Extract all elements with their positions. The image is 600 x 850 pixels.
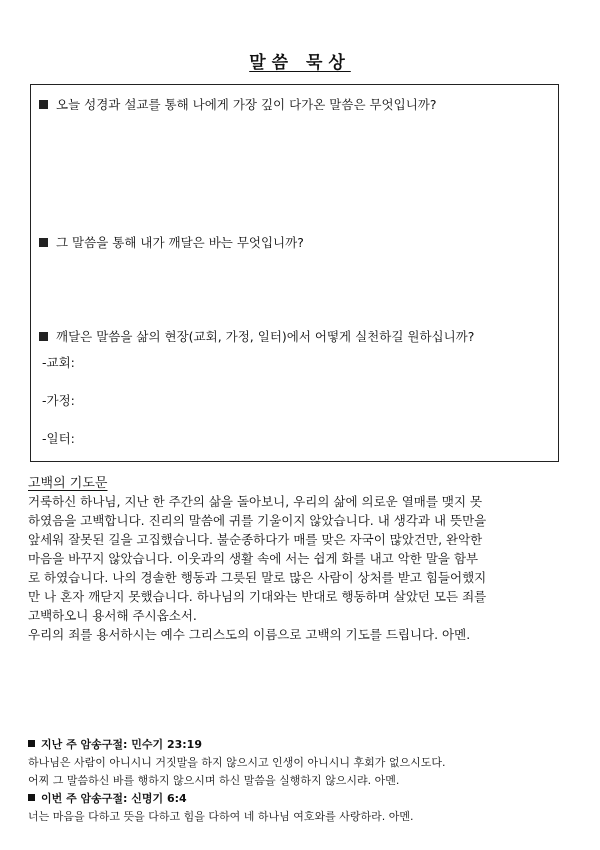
question-3 xyxy=(39,327,474,345)
confession-heading: 고백의 기도문 xyxy=(28,476,108,491)
square-bullet-icon xyxy=(39,238,48,247)
question-2-text: 그 말씀을 통해 내가 깨달은 바는 무엇입니까? xyxy=(56,235,304,250)
last-week-verse-line-2: 어찌 그 말씀하신 바를 행하지 않으시며 하신 말씀을 실행하지 않으시랴. 아멘. xyxy=(28,774,400,787)
work-label: -일터: xyxy=(42,431,75,446)
question-3-text: 깨달은 말씀을 삶의 현장(교회, 가정, 일터)에서 어떻게 실천하길 원하십니까? xyxy=(56,329,475,344)
page-title xyxy=(0,48,600,73)
page-title-text: 말씀 묵상 xyxy=(249,53,351,73)
last-week-verse-title: 지난 주 암송구절: 민수기 23:19 xyxy=(41,738,202,751)
prayer-line: 마음을 바꾸지 않았습니다. 이웃과의 생활 속에 서는 쉽게 화를 내고 악한 말을 함부 xyxy=(28,551,479,566)
confession-prayer xyxy=(28,492,568,644)
prayer-line: 만 나 혼자 깨닫지 못했습니다. 하나님의 기대와는 반대로 행동하며 살았던 모든 죄를 xyxy=(28,589,487,604)
prayer-line: 로 하였습니다. 나의 경솔한 행동과 그릇된 말로 많은 사람이 상처를 받고 힘들어했지 xyxy=(28,570,487,585)
question-2 xyxy=(39,233,304,251)
this-week-verse-title: 이번 주 암송구절: 신명기 6:4 xyxy=(41,792,187,805)
prayer-line: 고백하오니 용서해 주시옵소서. xyxy=(28,608,197,623)
meditation-box xyxy=(30,84,559,462)
this-week-verse-heading xyxy=(28,790,187,806)
home-label: -가정: xyxy=(42,393,75,408)
last-week-verse-heading xyxy=(28,736,202,752)
prayer-line: 앞세워 잘못된 길을 고집했습니다. 불순종하다가 매를 맞은 자국이 많았건만, 완악한 xyxy=(28,532,483,547)
question-1-text: 오늘 성경과 설교를 통해 나에게 가장 깊이 다가온 말씀은 무엇입니까? xyxy=(56,97,437,112)
church-label: -교회: xyxy=(42,355,75,370)
last-week-verse-line-1: 하나님은 사람이 아니시니 거짓말을 하지 않으시고 인생이 아니시니 후회가 없으시도다. xyxy=(28,756,446,769)
prayer-line: 거룩하신 하나님, 지난 한 주간의 삶을 돌아보니, 우리의 삶에 의로운 열매를 맺지 못 xyxy=(28,494,483,509)
this-week-verse-line-1: 너는 마음을 다하고 뜻을 다하고 힘을 다하여 네 하나님 여호와를 사랑하라. 아멘. xyxy=(28,810,414,823)
prayer-line: 우리의 죄를 용서하시는 예수 그리스도의 이름으로 고백의 기도를 드립니다. 아멘. xyxy=(28,627,471,642)
prayer-line: 하였음을 고백합니다. 진리의 말씀에 귀를 기울이지 않았습니다. 내 생각과 내 뜻만을 xyxy=(28,513,487,528)
question-1 xyxy=(39,95,437,113)
square-bullet-icon xyxy=(39,332,48,341)
square-bullet-icon xyxy=(28,740,35,747)
square-bullet-icon xyxy=(39,100,48,109)
square-bullet-icon xyxy=(28,794,35,801)
